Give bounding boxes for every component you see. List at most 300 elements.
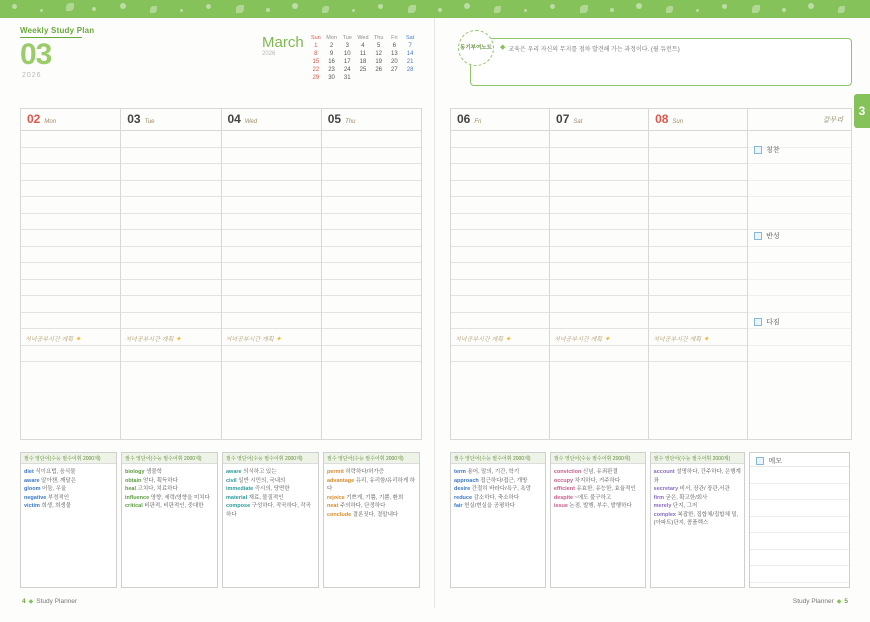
day-header	[121, 109, 220, 131]
checkbox-icon[interactable]	[754, 146, 762, 154]
vocabulary-meaning: 기쁘게, 기쁨, 기쁨, 환희	[346, 494, 404, 501]
schedule-row[interactable]	[451, 313, 549, 330]
vocabulary-entry	[654, 511, 742, 528]
vocabulary-list	[223, 464, 318, 523]
schedule-row[interactable]	[451, 148, 549, 165]
schedule-row[interactable]	[121, 131, 220, 148]
schedule-row[interactable]	[649, 247, 747, 264]
schedule-row[interactable]	[322, 263, 421, 280]
schedule-row[interactable]	[322, 280, 421, 297]
band-pattern	[0, 0, 870, 18]
vocabulary-entry	[125, 485, 214, 494]
schedule-row[interactable]	[222, 263, 321, 280]
vocabulary-entry	[226, 477, 315, 486]
vocabulary-list	[324, 464, 419, 523]
day-weekday-label: Wed	[244, 119, 258, 125]
schedule-row[interactable]	[649, 181, 747, 198]
study-time-plan-label: 저녁공부시간 개획 ✦	[225, 335, 282, 343]
footer-left	[22, 598, 77, 605]
vocabulary-meaning: 즉시의, 당면한	[254, 486, 290, 493]
schedule-row[interactable]	[322, 148, 421, 165]
schedule-row[interactable]	[21, 247, 120, 264]
schedule-row[interactable]	[322, 164, 421, 181]
vocabulary-word: victim	[24, 503, 42, 510]
vocabulary-entry	[226, 485, 315, 494]
calendar-day-cell[interactable]: 14	[406, 51, 414, 57]
calendar-day-cell[interactable]: 5	[376, 43, 381, 49]
vocabulary-entry	[454, 477, 542, 486]
calendar-day-cell[interactable]: 6	[392, 43, 397, 49]
schedule-row[interactable]	[550, 230, 648, 247]
review-item-3[interactable]	[754, 317, 780, 327]
vocabulary-word: occupy	[553, 477, 575, 484]
calendar-weekday-header: Fri	[391, 35, 398, 41]
vocabulary-word: diet	[24, 469, 36, 475]
calendar-day-cell[interactable]: 28	[406, 67, 414, 73]
schedule-row[interactable]	[322, 181, 421, 198]
schedule-row[interactable]	[550, 148, 648, 165]
schedule-row[interactable]	[649, 214, 747, 231]
vocabulary-meaning: 비판적, 비판적인, 중대한	[144, 503, 204, 510]
review-row[interactable]	[748, 263, 851, 280]
memo-line[interactable]	[750, 484, 849, 501]
schedule-row[interactable]	[222, 131, 321, 148]
vocabulary-meaning: 비서, 장관/ 장관,서관	[679, 486, 730, 493]
calendar-day-cell[interactable]: 4	[361, 43, 365, 49]
schedule-row[interactable]	[649, 296, 747, 313]
calendar-day-cell[interactable]: 11	[359, 51, 367, 57]
calendar-day-cell[interactable]: 8	[314, 51, 318, 57]
vocabulary-entry	[654, 494, 742, 503]
schedule-row[interactable]	[322, 296, 421, 313]
vocabulary-word: biology	[125, 469, 147, 475]
vocabulary-list	[651, 464, 745, 532]
calendar-day-cell[interactable]: 24	[343, 67, 351, 73]
vocabulary-meaning: 헌실/현실을 공평하다	[464, 503, 515, 510]
schedule-row[interactable]	[121, 263, 220, 280]
vocabulary-word: conviction	[553, 469, 583, 475]
vocabulary-word: aware	[24, 477, 42, 484]
review-row[interactable]	[748, 329, 851, 346]
vocabulary-word: negative	[24, 494, 48, 501]
schedule-row[interactable]	[649, 230, 747, 247]
calendar-weekday-header: Mon	[326, 35, 337, 41]
calendar-day-cell	[371, 74, 387, 82]
vocabulary-box	[323, 452, 420, 588]
day-schedule-rows	[21, 131, 120, 439]
schedule-row[interactable]	[550, 263, 648, 280]
calendar-day-cell[interactable]: 1	[314, 43, 318, 49]
memo-line[interactable]	[750, 533, 849, 550]
calendar-day-cell[interactable]: 31	[343, 75, 351, 81]
schedule-row[interactable]	[451, 263, 549, 280]
vocabulary-word: account	[653, 469, 677, 475]
calendar-weekday-header: Tue	[342, 35, 352, 41]
month-year: 2026	[262, 51, 276, 57]
vocabulary-entry	[226, 494, 315, 503]
schedule-row[interactable]	[222, 197, 321, 214]
schedule-row[interactable]	[451, 296, 549, 313]
day-header	[451, 109, 549, 131]
vocabulary-word: aware	[226, 469, 244, 475]
vocabulary-meaning: 영향, 세력/영향을 미치다	[150, 494, 210, 501]
schedule-row[interactable]	[21, 214, 120, 231]
review-rows	[748, 131, 851, 439]
schedule-row[interactable]	[550, 214, 648, 231]
vocabulary-word: term	[454, 469, 468, 475]
day-header	[322, 109, 421, 131]
vocabulary-meaning: 단지, 그저	[672, 503, 698, 510]
schedule-row[interactable]	[121, 346, 220, 363]
schedule-row[interactable]	[21, 296, 120, 313]
vocabulary-list	[451, 464, 545, 515]
schedule-row[interactable]	[222, 313, 321, 330]
vocabulary-box-header: 필수 영단어(수능 필수어휘 2000제)	[122, 453, 217, 464]
vocabulary-entry	[226, 502, 315, 519]
calendar-day-cell[interactable]: 29	[312, 75, 320, 81]
vocabulary-word: permit	[327, 469, 346, 475]
day-weekday-label: Sun	[672, 119, 684, 125]
schedule-row[interactable]	[21, 148, 120, 165]
schedule-row[interactable]	[222, 247, 321, 264]
schedule-row[interactable]	[550, 164, 648, 181]
day-header	[222, 109, 321, 131]
schedule-row[interactable]	[550, 247, 648, 264]
vocabulary-meaning: 차지하다, 거주하다	[574, 477, 621, 484]
schedule-row[interactable]	[21, 197, 120, 214]
schedule-row[interactable]	[121, 148, 220, 165]
vocabulary-entry	[24, 468, 113, 477]
vocabulary-meaning: 논점, 발행, 부수, 발행하다	[569, 503, 632, 510]
review-row[interactable]	[748, 346, 851, 363]
calendar-week-row	[308, 74, 418, 82]
calendar-week-row	[308, 42, 418, 50]
schedule-row[interactable]	[550, 197, 648, 214]
vocabulary-word: conclude	[327, 511, 353, 518]
vocabulary-entry	[24, 485, 113, 494]
day-weekday-label: Tue	[144, 119, 155, 125]
vocabulary-meaning: 간절히 바라다/욕구, 욕망	[471, 486, 531, 493]
calendar-weekday-header: Wed	[357, 35, 369, 41]
left-day-grid	[20, 108, 422, 440]
day-schedule-rows	[649, 131, 747, 439]
calendar-day-cell[interactable]: 9	[329, 51, 334, 57]
vocabulary-entry	[125, 494, 214, 503]
vocabulary-meaning: 어둠, 우울	[42, 486, 67, 493]
vocabulary-entry	[554, 477, 642, 486]
day-header	[21, 109, 120, 131]
schedule-row[interactable]	[322, 329, 421, 346]
vocabulary-meaning: 굳은, 확고한/회사	[665, 494, 708, 501]
schedule-row[interactable]	[121, 214, 220, 231]
schedule-row[interactable]	[21, 230, 120, 247]
calendar-day-cell[interactable]: 2	[329, 43, 334, 49]
vocabulary-meaning: 감소하다, 축소하다	[473, 494, 520, 501]
schedule-row[interactable]	[451, 230, 549, 247]
vocabulary-word: reduce	[454, 494, 474, 501]
vocabulary-entry	[554, 494, 642, 503]
memo-line[interactable]	[750, 517, 849, 534]
schedule-row[interactable]	[451, 346, 549, 363]
vocabulary-word: advantage	[327, 477, 356, 484]
schedule-row[interactable]	[21, 346, 120, 363]
calendar-day-cell[interactable]: 13	[391, 51, 398, 57]
motivation-note-badge: 동기부여노트	[458, 30, 494, 66]
vocabulary-box	[222, 452, 319, 588]
schedule-row[interactable]	[322, 230, 421, 247]
schedule-row[interactable]	[121, 296, 220, 313]
schedule-row[interactable]	[649, 346, 747, 363]
vocabulary-word: efficient	[553, 486, 577, 493]
motivation-note-text-wrap	[500, 44, 840, 53]
calendar-day-cell[interactable]: 7	[408, 43, 412, 49]
checkbox-icon[interactable]	[754, 318, 762, 326]
calendar-weekday-header: Sun	[310, 35, 321, 41]
review-item-label: 다짐	[766, 319, 780, 326]
calendar-day-cell[interactable]: 17	[343, 59, 351, 65]
schedule-row[interactable]	[451, 214, 549, 231]
schedule-row[interactable]	[322, 247, 421, 264]
footer-left-label: Study Planner	[36, 598, 78, 605]
schedule-row[interactable]	[21, 280, 120, 297]
schedule-row[interactable]	[649, 263, 747, 280]
vocabulary-box-header: 필수 영단어(수능 필수어휘 2000제)	[324, 453, 419, 464]
review-row[interactable]	[748, 214, 851, 231]
vocabulary-entry	[454, 502, 542, 511]
mini-calendar[interactable]	[308, 34, 418, 82]
schedule-row[interactable]	[649, 280, 747, 297]
review-row[interactable]	[748, 280, 851, 297]
calendar-day-cell[interactable]: 23	[328, 67, 335, 73]
schedule-row[interactable]	[21, 313, 120, 330]
review-item-1[interactable]	[754, 145, 780, 155]
vocabulary-word: influence	[125, 494, 151, 501]
schedule-row[interactable]	[21, 131, 120, 148]
calendar-day-cell[interactable]: 22	[312, 67, 320, 73]
schedule-row[interactable]	[451, 197, 549, 214]
day-column	[322, 109, 421, 439]
schedule-row[interactable]	[121, 313, 220, 330]
day-weekday-label: Sat	[573, 119, 583, 125]
bullet-icon: ◆	[500, 44, 506, 51]
memo-line[interactable]	[750, 550, 849, 567]
schedule-row[interactable]	[322, 313, 421, 330]
vocabulary-entry	[454, 494, 542, 503]
schedule-row[interactable]	[322, 131, 421, 148]
calendar-day-cell[interactable]: 18	[359, 59, 367, 65]
day-number: 02	[27, 112, 41, 126]
vocabulary-word: material	[226, 494, 249, 501]
schedule-row[interactable]	[121, 230, 220, 247]
vocabulary-word: approach	[454, 477, 481, 484]
calendar-day-cell	[355, 74, 371, 82]
schedule-row[interactable]	[322, 197, 421, 214]
vocabulary-meaning: 식이요법, 음식물	[35, 469, 76, 475]
vocabulary-word: critical	[125, 503, 145, 510]
memo-box[interactable]	[749, 452, 850, 588]
schedule-row[interactable]	[21, 181, 120, 198]
footer-right-label: Study Planner	[792, 598, 834, 605]
calendar-day-cell	[387, 74, 403, 82]
vocabulary-word: civil	[226, 477, 239, 484]
review-row[interactable]	[748, 181, 851, 198]
schedule-row[interactable]	[649, 197, 747, 214]
schedule-row[interactable]	[222, 296, 321, 313]
day-column	[550, 109, 649, 439]
vocabulary-word: firm	[653, 494, 666, 501]
vocabulary-list	[551, 464, 645, 515]
vocabulary-word: gloom	[24, 486, 43, 493]
calendar-weekday-header: Sat	[405, 35, 415, 41]
calendar-day-cell[interactable]: 15	[312, 59, 320, 65]
vocabulary-word: secretary	[653, 486, 680, 493]
calendar-day-cell[interactable]: 3	[345, 43, 349, 49]
schedule-row[interactable]	[550, 181, 648, 198]
schedule-row[interactable]	[550, 313, 648, 330]
schedule-row[interactable]	[222, 346, 321, 363]
schedule-row[interactable]	[322, 346, 421, 363]
month-side-tab[interactable]: 3	[854, 94, 870, 128]
calendar-week-row	[308, 50, 418, 58]
vocabulary-entry	[24, 477, 113, 486]
study-time-plan-label: 저녁공부시간 개획 ✦	[455, 335, 511, 343]
vocabulary-entry	[226, 468, 315, 477]
vocabulary-word: issue	[553, 503, 570, 510]
page-title: Weekly Study Plan	[20, 26, 95, 35]
top-decorative-band	[0, 0, 870, 18]
day-column	[222, 109, 322, 439]
review-item-2[interactable]	[754, 231, 780, 241]
calendar-day-cell[interactable]: 20	[391, 59, 398, 65]
day-number: 07	[556, 112, 570, 126]
day-schedule-rows	[121, 131, 220, 439]
vocabulary-word: fair	[454, 503, 465, 510]
calendar-day-cell[interactable]: 10	[343, 51, 351, 57]
schedule-row[interactable]	[649, 164, 747, 181]
checkbox-icon[interactable]	[754, 232, 762, 240]
schedule-row[interactable]	[550, 280, 648, 297]
schedule-row[interactable]	[222, 164, 321, 181]
schedule-row[interactable]	[451, 131, 549, 148]
vocabulary-word: complex	[653, 511, 678, 518]
schedule-row[interactable]	[121, 181, 220, 198]
schedule-row[interactable]	[451, 280, 549, 297]
page-spine	[434, 18, 435, 608]
schedule-row[interactable]	[451, 164, 549, 181]
vocabulary-meaning: 결론짓다, 결말내다	[352, 511, 399, 518]
right-vocabulary-row	[450, 452, 850, 588]
vocabulary-box-header: 필수 영단어(수능 필수어휘 2000제)	[651, 453, 745, 464]
day-schedule-rows	[322, 131, 421, 439]
review-row[interactable]	[748, 164, 851, 181]
calendar-day-cell[interactable]: 30	[328, 75, 335, 81]
vocabulary-meaning: 설명하다, 간주하다, 은행계좌	[653, 469, 741, 484]
schedule-row[interactable]	[451, 247, 549, 264]
vocabulary-word: heal	[125, 486, 138, 493]
vocabulary-list	[21, 464, 116, 515]
schedule-row[interactable]	[21, 164, 120, 181]
schedule-row[interactable]	[649, 148, 747, 165]
review-row[interactable]	[748, 296, 851, 313]
calendar-day-cell[interactable]: 26	[375, 67, 382, 73]
vocabulary-meaning: 일반 시민의, 국내의	[238, 477, 286, 484]
review-row[interactable]	[748, 197, 851, 214]
vocabulary-word: neat	[327, 503, 340, 510]
day-schedule-rows	[451, 131, 549, 439]
memo-line[interactable]	[750, 566, 849, 583]
calendar-day-cell[interactable]: 19	[375, 59, 382, 65]
star-icon: ✦	[703, 335, 709, 343]
schedule-row[interactable]	[451, 181, 549, 198]
schedule-row[interactable]	[550, 296, 648, 313]
star-icon: ✦	[75, 335, 81, 343]
schedule-row[interactable]	[649, 131, 747, 148]
schedule-row[interactable]	[121, 197, 220, 214]
schedule-row[interactable]	[121, 164, 220, 181]
calendar-day-cell[interactable]: 25	[359, 67, 367, 73]
memo-header	[750, 453, 849, 467]
study-time-plan-label: 저녁공부시간 개획 ✦	[554, 335, 610, 343]
day-schedule-rows	[550, 131, 648, 439]
schedule-row[interactable]	[222, 214, 321, 231]
vocabulary-word: compose	[226, 503, 252, 510]
schedule-row[interactable]	[550, 346, 648, 363]
schedule-row[interactable]	[550, 131, 648, 148]
schedule-row[interactable]	[121, 280, 220, 297]
footer-left-diamond-icon: ◆	[28, 599, 34, 605]
vocabulary-meaning: 접근하다/접근, 개방	[480, 477, 528, 484]
calendar-day-cell[interactable]: 16	[328, 59, 335, 65]
vocabulary-meaning: 주의하다, 단정하다	[339, 503, 386, 510]
calendar-day-cell[interactable]: 21	[406, 59, 414, 65]
vocabulary-word: rejoice	[327, 494, 347, 501]
calendar-week-row	[308, 58, 418, 66]
vocabulary-entry	[554, 502, 642, 511]
vocabulary-meaning: 부정적인	[47, 494, 70, 501]
footer-right-diamond-icon: ◆	[836, 599, 842, 605]
schedule-row[interactable]	[222, 148, 321, 165]
schedule-row[interactable]	[649, 313, 747, 330]
star-icon: ✦	[175, 335, 182, 343]
schedule-row[interactable]	[121, 247, 220, 264]
footer-right-page-number: 5	[844, 598, 848, 605]
day-number: 05	[327, 112, 342, 126]
vocabulary-entry	[24, 502, 113, 511]
motivation-note-text: 교육은 우리 자신의 무지를 점차 발견해 가는 과정이다. (윌 듀런트)	[508, 47, 680, 53]
review-row[interactable]	[748, 247, 851, 264]
vocabulary-word: despite	[553, 494, 575, 501]
schedule-row[interactable]	[222, 230, 321, 247]
vocabulary-meaning: 구성하다, 작곡하다, 작곡하다	[226, 503, 311, 518]
vocabulary-meaning: 알아챈, 깨달은	[41, 477, 77, 484]
vocabulary-box	[20, 452, 117, 588]
vocabulary-box	[121, 452, 218, 588]
vocabulary-box-header: 필수 영단어(수능 필수어휘 2000제)	[223, 453, 318, 464]
schedule-row[interactable]	[222, 181, 321, 198]
schedule-row[interactable]	[21, 263, 120, 280]
vocabulary-meaning: 얻다, 획득하다	[143, 477, 178, 484]
day-weekday-label: Fri	[474, 119, 482, 125]
memo-line[interactable]	[750, 467, 849, 484]
vocabulary-entry	[125, 477, 214, 486]
vocabulary-meaning: 유효한, 유능한, 효율적인	[576, 486, 636, 493]
calendar-day-cell[interactable]: 27	[391, 67, 398, 73]
memo-line[interactable]	[750, 500, 849, 517]
day-number: 03	[127, 112, 141, 126]
calendar-day-cell[interactable]: 12	[375, 51, 382, 57]
schedule-row[interactable]	[222, 280, 321, 297]
schedule-row[interactable]	[322, 214, 421, 231]
